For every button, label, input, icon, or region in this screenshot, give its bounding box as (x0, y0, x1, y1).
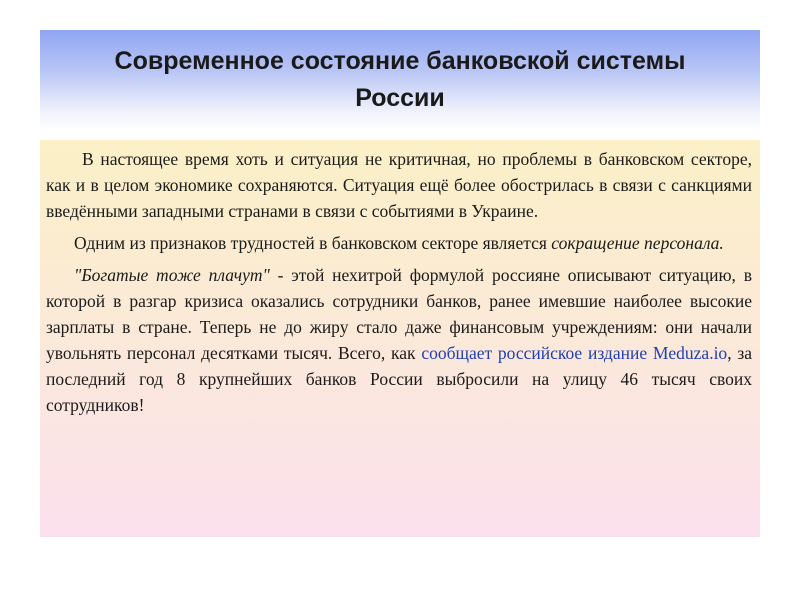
slide-title: Современное состояние банковской системы России (114, 47, 686, 112)
meduza-source-link[interactable]: сообщает российское издание Meduza.io (421, 343, 728, 363)
rich-also-cry-tail: , за последний год 8 крупнейших банков России выбросили на улицу 46 тысяч своих сотрудников! (46, 343, 752, 415)
paragraph-staff-reduction (46, 230, 752, 256)
rich-also-cry-quote: "Богатые тоже плачут" (74, 265, 270, 285)
rich-also-cry-text: - этой нехитрой формулой россияне описывают ситуацию, в которой в разгар кризиса оказались сотрудники банков, ранее имевшие наиболее высокие зарплаты в стране. Теперь не до жиру стало даже финансовым учреждениям: они начали увольнять персонал десятками тысяч. Всего, как (46, 265, 752, 363)
paragraph-staff-reduction-text: Одним из признаков трудностей в банковском секторе является (74, 233, 552, 253)
content-panel (40, 140, 760, 537)
paragraph-rich-also-cry (46, 262, 752, 418)
staff-reduction-emphasis: сокращение персонала. (551, 233, 724, 253)
paragraph-situation: В настоящее время хоть и ситуация не критичная, но проблемы в банковском секторе, как и в целом экономике сохраняются. Ситуация ещё более обострилась в связи с санкциями введёнными западными странами в связи с событиями в Украине. (46, 149, 752, 221)
title-banner (40, 30, 760, 130)
